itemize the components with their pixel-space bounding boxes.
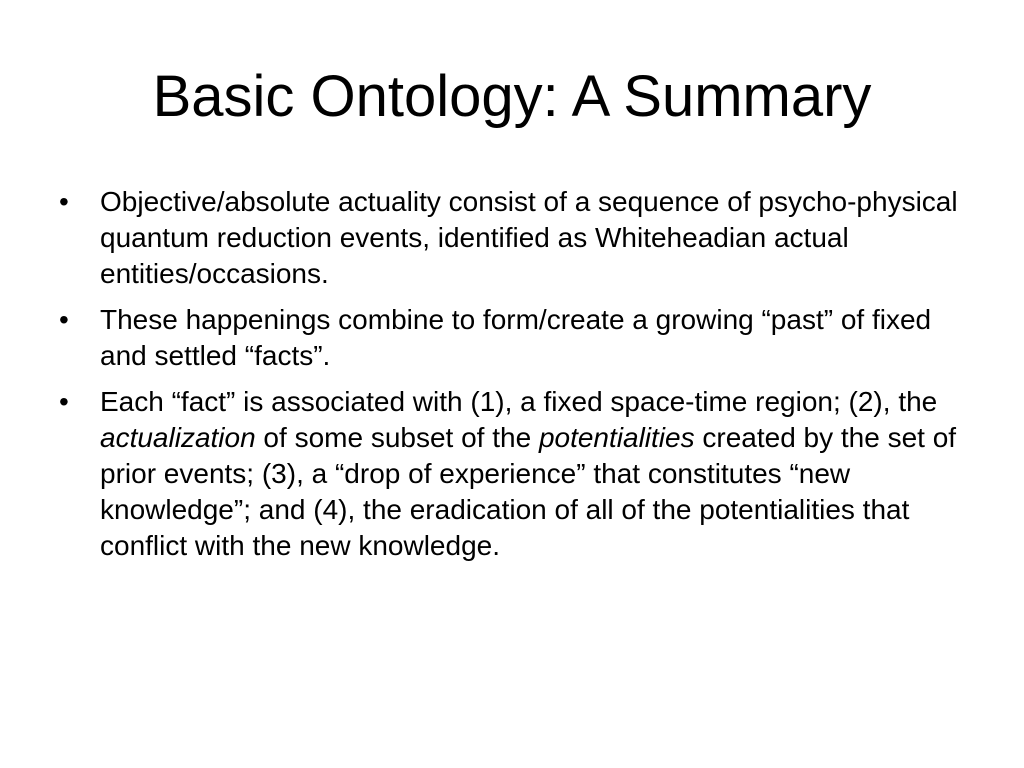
slide-title: Basic Ontology: A Summary: [152, 64, 872, 129]
bullet-text-3-part-2: of some subset of the: [255, 422, 539, 453]
bullet-icon: •: [59, 186, 69, 217]
bullet-text-1: Objective/absolute actuality consist of a sequence of psycho-physical quantum reduction events, identified as Whiteheadian actual entities/occasions.: [100, 186, 958, 289]
potentialities-term: potentialities: [538, 422, 695, 453]
bullet-item-3: [56, 384, 966, 564]
bullet-list: [56, 184, 966, 574]
bullet-item-1: [56, 184, 966, 292]
bullet-item-2: [56, 302, 966, 374]
actualization-term: actualization: [100, 422, 256, 453]
bullet-icon: •: [59, 386, 69, 417]
bullet-text-2: These happenings combine to form/create a growing “past” of fixed and settled “facts”.: [100, 304, 932, 371]
bullet-text-3-part-1: Each “fact” is associated with (1), a fixed space-time region; (2), the: [100, 386, 938, 417]
bullet-text-3-part-3: created by the set of prior events; (3), a “drop of experience” that constitutes “new knowledge”; and (4), the eradication of all of the potentialities that conflict with the new knowledge.: [100, 422, 957, 561]
bullet-text-3: [100, 386, 956, 561]
bullet-icon: •: [59, 304, 69, 335]
